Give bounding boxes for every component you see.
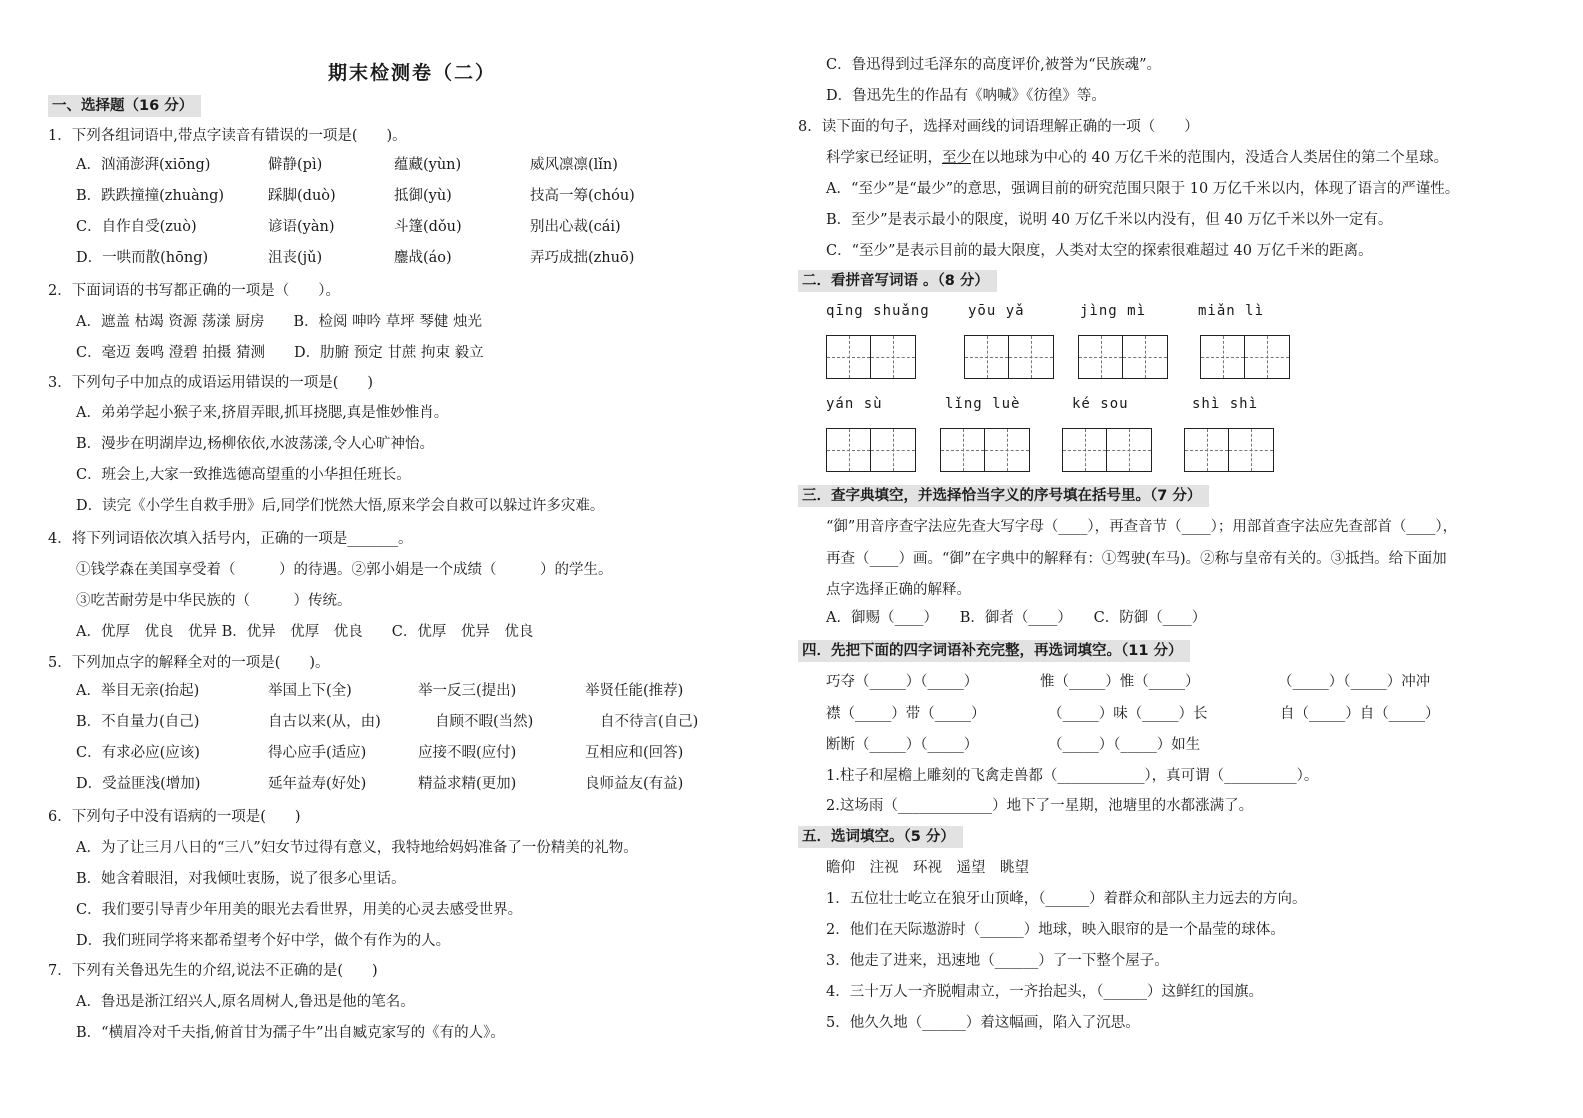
idiom-question-2: 2.这场雨（_____________）地下了一星期，池塘里的水都涨满了。 <box>826 798 1254 814</box>
section-3-heading: 三．查字典填空，并选择恰当字义的序号填在括号里。（7 分） <box>798 485 1209 507</box>
q4-line-2: ③吃苦耐劳是中华民族的（ ）传统。 <box>76 593 352 609</box>
q5-b2: 自古以来(从，由) <box>268 714 381 730</box>
q1-a4: 威风凛凛(lǐn) <box>530 157 618 173</box>
q3-option-d: D．读完《小学生自救手册》后,同学们恍然大悟,原来学会自救可以躲过许多灾难。 <box>76 498 605 514</box>
q3-stem: 3．下列句子中加点的成语运用错误的一项是( ) <box>48 375 374 391</box>
q1-b3: 抵御(yù) <box>394 188 452 204</box>
pinyin-5: yán sù <box>826 396 883 412</box>
writing-grid-8[interactable] <box>1184 428 1274 472</box>
section-4-heading: 四．先把下面的四字词语补充完整，再选词填空。（11 分） <box>798 640 1190 662</box>
q2-stem: 2．下面词语的书写都正确的一项是（ ）。 <box>48 283 340 299</box>
pinyin-3: jìng mì <box>1080 303 1147 319</box>
q4-line-1: ①钱学森在美国享受着（ ）的待遇。②郭小娟是一个成绩（ ）的学生。 <box>76 562 613 578</box>
q1-d4: 弄巧成拙(zhuō) <box>530 250 635 266</box>
q6-option-a: A．为了让三月八日的“三八”妇女节过得有意义，我特地给妈妈准备了一份精美的礼物。 <box>76 840 638 856</box>
q1-d3: 鏖战(áo) <box>394 250 452 266</box>
pinyin-6: lǐng luè <box>945 396 1021 412</box>
q5-d2: 延年益寿(好处) <box>268 776 367 792</box>
q7-option-c: C．鲁迅得到过毛泽东的高度评价,被誉为“民族魂”。 <box>826 57 1162 73</box>
q1-c4: 别出心裁(cái) <box>530 219 621 235</box>
q1-a3: 蕴藏(yùn) <box>394 157 462 173</box>
q5-c4: 互相应和(回答) <box>585 745 684 761</box>
q4-stem: 4．将下列词语依次填入括号内，正确的一项是_______。 <box>48 531 413 547</box>
q3-option-c: C．班会上,大家一致推选德高望重的小华担任班长。 <box>76 467 411 483</box>
dict-line-1: “御”用音序查字法应先查大写字母（____），再查音节（____）；用部首查字法应先查部首（____）， <box>826 519 1458 535</box>
q5-c2: 得心应手(适应) <box>268 745 367 761</box>
fill5-q2: 2．他们在天际遨游时（______）地球，映入眼帘的是一个晶莹的球体。 <box>826 922 1285 938</box>
q8-sentence <box>826 148 1448 168</box>
dict-options: A．御赐（____） B．御者（____） C．防御（____） <box>826 610 1207 626</box>
idiom-1-3: （_____）（_____）冲冲 <box>1278 674 1431 690</box>
q6-option-b: B．她含着眼泪，对我倾吐衷肠，说了很多心里话。 <box>76 871 406 887</box>
q7-option-d: D．鲁迅先生的作品有《呐喊》《彷徨》等。 <box>826 88 1106 104</box>
fill5-q1: 1．五位壮士屹立在狼牙山顶峰，（______）着群众和部队主力远去的方向。 <box>826 891 1307 907</box>
q8-underlined-word: 至少 <box>942 150 971 166</box>
q1-b4: 技高一筹(chóu) <box>530 188 635 204</box>
section-1-heading: 一、选择题（16 分） <box>48 95 201 117</box>
q8-option-a: A．“至少”是“最少”的意思，强调目前的研究范围只限于 10 万亿千米以内，体现了语言的严谨性。 <box>826 181 1460 197</box>
fill5-q5: 5．他久久地（______）着这幅画，陷入了沉思。 <box>826 1015 1140 1031</box>
q5-a2: 举国上下(全) <box>268 683 352 699</box>
q8-option-b: B．至少”是表示最小的限度，说明 40 万亿千米以内没有，但 40 万亿千米以外一定有。 <box>826 212 1393 228</box>
q5-b1: B．不自量力(自己) <box>76 714 200 730</box>
q5-c3: 应接不暇(应付) <box>418 745 517 761</box>
q1-stem: 1．下列各组词语中,带点字读音有错误的一项是( )。 <box>48 128 407 144</box>
writing-grid-5[interactable] <box>826 428 916 472</box>
section-5-heading: 五．选词填空。（5 分） <box>798 826 963 848</box>
dict-line-2: 再查（____）画。“御”在字典中的解释有：①驾驶(车马)。②称与皇帝有关的。③抵挡。给下面加 <box>826 551 1447 567</box>
page-title: 期末检测卷（二） <box>328 62 497 84</box>
q8-stem: 8．读下面的句子，选择对画线的词语理解正确的一项（ ） <box>798 119 1199 135</box>
q5-d1: D．受益匪浅(增加) <box>76 776 201 792</box>
q1-c2: 谚语(yàn) <box>268 219 335 235</box>
q1-c1: C．自作自受(zuò) <box>76 219 197 235</box>
pinyin-7: ké sou <box>1072 396 1129 412</box>
q1-b1: B．跌跌撞撞(zhuàng) <box>76 188 225 204</box>
q1-c3: 斗篷(dǒu) <box>394 219 462 235</box>
pinyin-1: qīng shuǎng <box>826 303 930 319</box>
q6-option-c: C．我们要引导青少年用美的眼光去看世界，用美的心灵去感受世界。 <box>76 902 523 918</box>
q1-a2: 僻静(pì) <box>268 157 323 173</box>
q5-c1: C．有求必应(应该) <box>76 745 200 761</box>
idiom-1-2: 惟（_____）惟（_____） <box>1040 674 1200 690</box>
q5-stem: 5．下列加点字的解释全对的一项是( )。 <box>48 655 330 671</box>
writing-grid-4[interactable] <box>1200 335 1290 379</box>
section-2-heading: 二．看拼音写词语 。（8 分） <box>798 270 997 292</box>
fill5-q3: 3．他走了进来，迅速地（______）了一下整个屋子。 <box>826 953 1169 969</box>
idiom-1-1: 巧夺（_____）（_____） <box>826 674 979 690</box>
pinyin-4: miǎn lì <box>1198 303 1265 319</box>
q1-a1: A．汹涌澎湃(xiōng) <box>76 157 211 173</box>
q1-d2: 沮丧(jǔ) <box>268 250 323 266</box>
q4-options: A．优厚 优良 优异 B．优异 优厚 优良 C．优厚 优异 优良 <box>76 624 534 640</box>
idiom-2-1: 襟（_____）带（_____） <box>826 706 986 722</box>
q8-sentence-part-2: 在以地球为中心的 40 万亿千米的范围内，没适合人类居住的第二个星球。 <box>971 150 1449 166</box>
q1-b2: 踩脚(duò) <box>268 188 336 204</box>
idiom-2-2: （_____）味（_____）长 <box>1048 706 1208 722</box>
writing-grid-2[interactable] <box>964 335 1054 379</box>
q7-option-a: A．鲁迅是浙江绍兴人,原名周树人,鲁迅是他的笔名。 <box>76 994 415 1010</box>
q3-option-b: B．漫步在明湖岸边,杨柳依依,水波荡漾,令人心旷神怡。 <box>76 436 434 452</box>
idiom-2-3: 自（_____）自（_____） <box>1280 706 1440 722</box>
word-bank: 瞻仰 注视 环视 遥望 眺望 <box>826 860 1029 876</box>
q5-b4: 自不待言(自己) <box>600 714 699 730</box>
dict-line-3: 点字选择正确的解释。 <box>826 582 971 598</box>
fill5-q4: 4．三十万人一齐脱帽肃立，一齐抬起头，（______）这鲜红的国旗。 <box>826 984 1263 1000</box>
q3-option-a: A．弟弟学起小猴子来,挤眉弄眼,抓耳挠腮,真是惟妙惟肖。 <box>76 405 449 421</box>
q5-d4: 良师益友(有益) <box>585 776 684 792</box>
q2-row-2: C．毫迈 轰鸣 澄碧 拍摄 猜测 D．肋腑 预定 甘蔗 拘束 毅立 <box>76 345 484 361</box>
writing-grid-7[interactable] <box>1062 428 1152 472</box>
pinyin-2: yōu yǎ <box>968 303 1025 319</box>
q5-d3: 精益求精(更加) <box>418 776 517 792</box>
q5-a1: A．举目无亲(抬起) <box>76 683 200 699</box>
q7-stem: 7．下列有关鲁迅先生的介绍,说法不正确的是( ) <box>48 963 378 979</box>
writing-grid-6[interactable] <box>940 428 1030 472</box>
q8-option-c: C．“至少”是表示目前的最大限度，人类对太空的探索很难超过 40 万亿千米的距离。 <box>826 243 1373 259</box>
q7-option-b: B．“横眉冷对千夫指,俯首甘为孺子牛”出自臧克家写的《有的人》。 <box>76 1025 505 1041</box>
writing-grid-1[interactable] <box>826 335 916 379</box>
q6-stem: 6．下列句子中没有语病的一项是( ) <box>48 809 301 825</box>
q6-option-d: D．我们班同学将来都希望考个好中学，做个有作为的人。 <box>76 933 451 949</box>
q2-row-1: A．遮盖 枯竭 资源 荡漾 厨房 B．检阅 呻吟 草坪 琴健 烛光 <box>76 314 482 330</box>
pinyin-8: shì shì <box>1192 396 1259 412</box>
idiom-question-1: 1.柱子和屋檐上雕刻的飞禽走兽都（____________），真可谓（__________）。 <box>826 768 1319 784</box>
writing-grid-3[interactable] <box>1078 335 1168 379</box>
q8-sentence-part-1: 科学家已经证明， <box>826 150 942 166</box>
q5-b3: 自顾不暇(当然) <box>435 714 534 730</box>
idiom-3-2: （_____）（_____）如生 <box>1048 737 1201 753</box>
idiom-3-1: 断断（_____）（_____） <box>826 737 979 753</box>
q5-a3: 举一反三(提出) <box>418 683 517 699</box>
q5-a4: 举贤任能(推荐) <box>585 683 684 699</box>
q1-d1: D．一哄而散(hōng) <box>76 250 209 266</box>
